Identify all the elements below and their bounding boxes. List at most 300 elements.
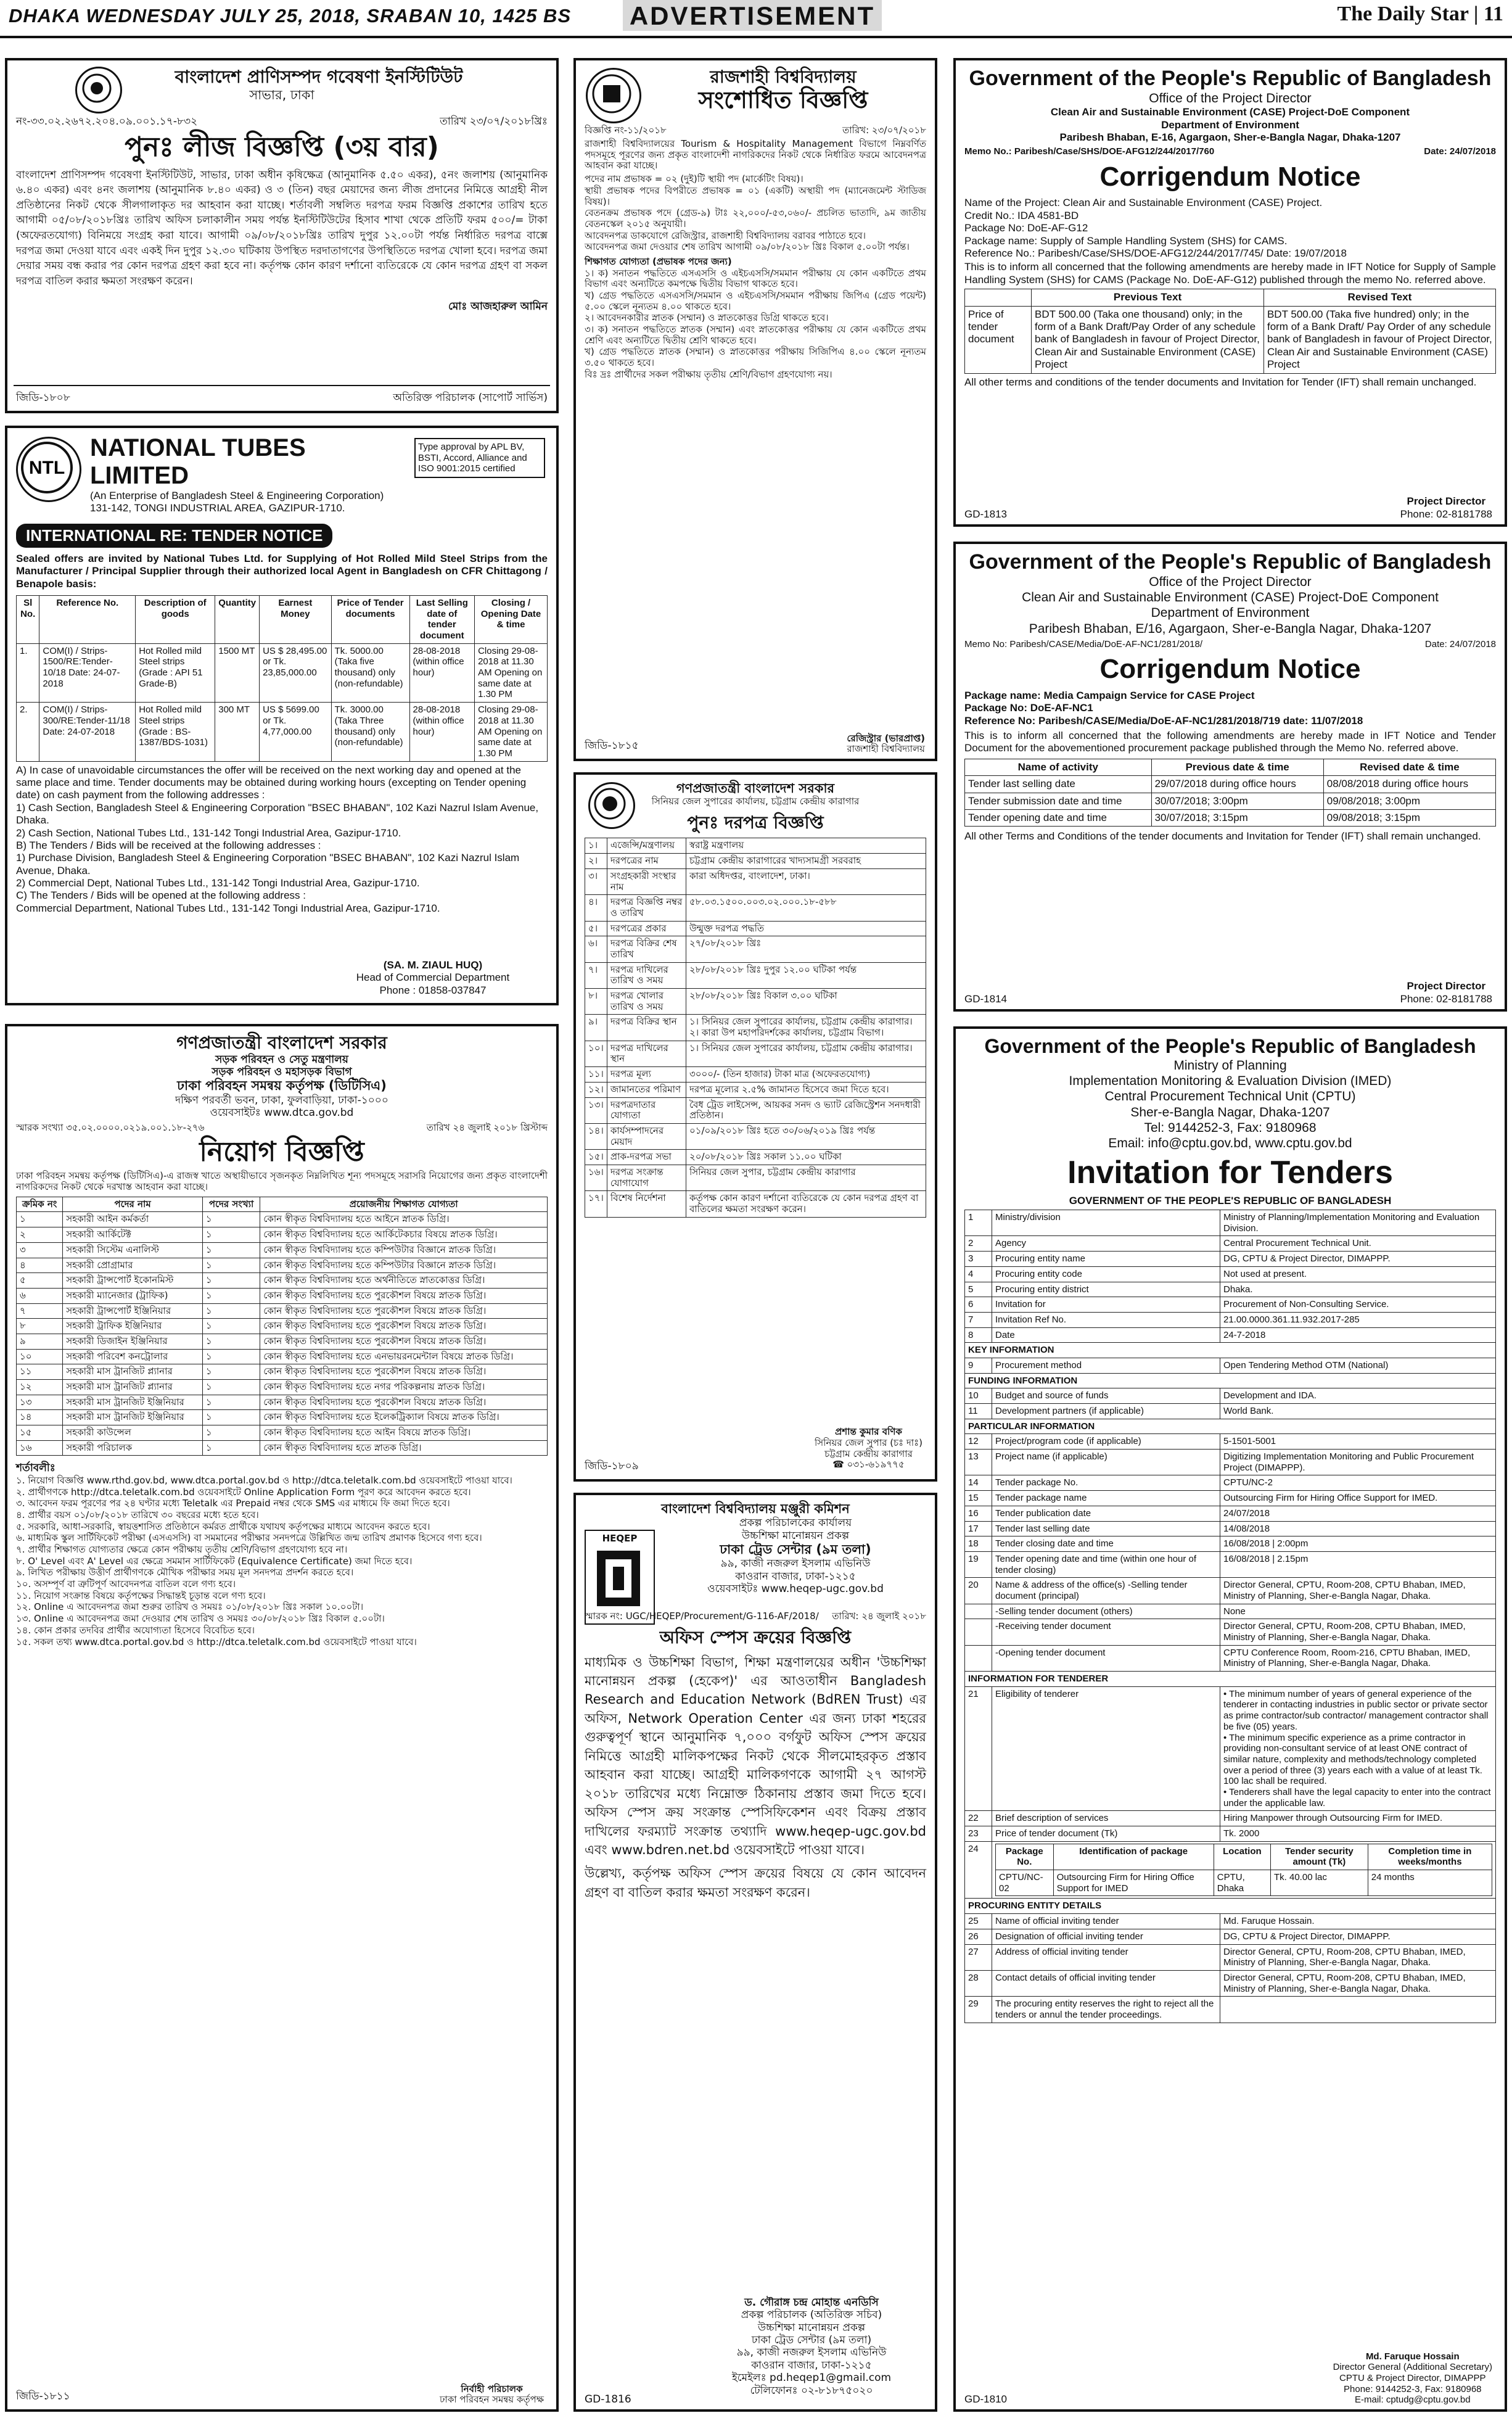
table-cell: সহকারী ট্রাফিক ইঞ্জিনিয়ার <box>63 1319 203 1334</box>
case1-date: Date: 24/07/2018 <box>1424 146 1496 157</box>
case2-col-header: Name of activity <box>965 759 1152 775</box>
table-cell: Procurement of Non-Consulting Service. <box>1220 1297 1496 1313</box>
table-cell: ৪। <box>585 895 607 921</box>
table-cell: দরপত্রের নাম <box>607 854 686 869</box>
table-cell: Procuring entity district <box>992 1282 1220 1297</box>
table-cell: উন্মুক্ত দরপত্র পদ্ধতি <box>686 921 926 936</box>
section-row <box>965 1373 1496 1388</box>
table-cell: সংগ্রহকারী সংস্থার নাম <box>607 868 686 894</box>
table-cell: Tk. 2000 <box>1220 1826 1496 1842</box>
table-cell <box>1220 1686 1496 1811</box>
ntl-addr: 131-142, TONGI INDUSTRIAL AREA, GAZIPUR-1710. <box>90 502 345 514</box>
ntl-table <box>16 595 548 762</box>
case2-title: Corrigendum Notice <box>1099 654 1361 685</box>
table-cell: কারা অধিদপ্তর, বাংলাদেশ, ঢাকা। <box>686 868 926 894</box>
table-row <box>965 1266 1496 1282</box>
eligibility-item: • The minimum specific experience as a prime contractor in providing non-consultant service of at least ONE contract of similar nature, complexity and methods/technology completed over a period of three (3) years each with a value of at least Tk. 100 lac shall be required. <box>1223 1732 1482 1787</box>
case2-office: Office of the Project Director <box>1149 575 1312 589</box>
table-cell: ৯ <box>17 1334 63 1349</box>
dtca-term: ১১. নিয়োগ সংক্রান্ত বিষয়ে কর্তৃপক্ষের সিদ্ধান্তই চূড়ান্ত বলে গণ্য হবে। <box>16 1590 266 1601</box>
table-cell: 300 MT <box>215 703 260 761</box>
table-cell: ১২ <box>17 1380 63 1395</box>
dtca-term: ৮. O' Level এবং A' Level এর ক্ষেত্রে সমমান সার্টিফিকেট (Equivalence Certificate) জমা দিতে হবে। <box>16 1555 413 1567</box>
table-cell: ৫। <box>585 921 607 936</box>
table-cell: 20 <box>965 1578 992 1604</box>
table-cell: Director General, CPTU, Room-208, CPTU Bhaban, IMED, Ministry of Planning, Sher-e-Bangla Nagar, Dhaka. <box>1220 1970 1496 1996</box>
table-cell: 22 <box>965 1811 992 1826</box>
table-cell: 4 <box>965 1266 992 1282</box>
case1-dept: Department of Environment <box>1161 118 1299 131</box>
section-heading: KEY INFORMATION <box>965 1343 1496 1358</box>
table-cell: CPTU/NC-02 <box>996 1870 1054 1896</box>
table-cell: 23 <box>965 1826 992 1842</box>
table-row <box>17 1288 548 1303</box>
case2-field: Package name: Media Campaign Service for CASE Project <box>964 689 1255 701</box>
table-cell: 24 months <box>1368 1870 1492 1896</box>
table-cell: -Opening tender document <box>992 1645 1220 1671</box>
table-cell: Outsourcing Firm for Hiring Office Support for IMED. <box>1220 1491 1496 1506</box>
table-cell: Tender opening date and time <box>965 809 1152 826</box>
ugc-date: তারিখ: ২৪ জুলাই ২০১৮ <box>832 1611 926 1622</box>
table-row <box>585 1041 926 1066</box>
dtca-term: ১২. Online এ আবেদনপত্র জমা শুরুর তারিখ ও সময়ঃ ০১/০৮/২০১৮ খ্রিঃ সকাল ১০.০০টা। <box>16 1601 364 1613</box>
table-cell: সহকারী পরিচালক <box>63 1440 203 1456</box>
table-cell: চট্টগ্রাম কেন্দ্রীয় কারাগারের খাদ্যসামগ্রী সরবরাহ <box>686 854 926 869</box>
dtca-term: ৭. প্রার্থীর শিক্ষাগত যোগ্যতার ক্ষেত্রে কোন পরীক্ষায় তৃতীয় শ্রেণি/বিভাগ গ্রহণযোগ্য হবে না। <box>16 1544 348 1555</box>
table-cell: Project name (if applicable) <box>992 1450 1220 1475</box>
jail-signer-title: সিনিয়র জেল সুপার (চঃ দাঃ) <box>814 1437 922 1448</box>
table-row <box>965 1506 1496 1521</box>
table-cell: সহকারী আর্কিটেক্ট <box>63 1227 203 1243</box>
table-row <box>585 1150 926 1165</box>
table-cell: ১ <box>202 1380 260 1395</box>
dtca-ministry: সড়ক পরিবহন ও সেতু মন্ত্রণালয় <box>215 1053 348 1066</box>
case2-memo: Memo No: Paribesh/CASE/Media/DoE-AF-NC1/281/2018/ <box>964 638 1203 650</box>
ntl-col-header: Reference No. <box>39 595 136 643</box>
blri-body: বাংলাদেশ প্রাণিসম্পদ গবেষণা ইনস্টিটিউট, সাভার, ঢাকা অধীন কৃষিক্ষেত্র (আনুমানিক ৫.৫০ একর), ৫নং জলাশয় (আনুমানিক ৬.৪০ একর) এবং ৪নং জলাশয় (আনুমানিক ৮.৪০ একর) ও ৩ (তিন) বছর মেয়াদের জন্য লীজ প্রদানের নিমিত্তে আগ্রহী নীল প্রতিষ্ঠানের নিকট থেকে সীলগালাকৃত দর আহবান করা যাচ্ছে। শর্তাবলী সম্বলিত দরপত্র ফরম বিজ্ঞপ্তি প্রকাশের তারিখ হতে আগামী ০৫/০৮/২০১৮খ্রিঃ তারিখ অফিস চলাকালীন সময় পর্যন্ত ইনস্টিটিউটের হিসাব শাখা থেকে প্রতিটি ফরম ৫০০/= টাকা (অফেরতযোগ্য) বিনিময়ে সংগ্রহ করা যাবে। আগামী ০৯/০৮/২০১৮খ্রিঃ তারিখ দুপুর ১২.০০টা পর্যন্ত নির্ধারিত দরপত্র বাক্সে দরপত্র জমা দেওয়া যাবে এবং একই দিন দুপুর ১২.৩০ ঘটিকায় উপস্থিত দরদাতাগণের উপস্থিতিতে দরপত্র খোলা হবে। দরপত্র জমা দেয়ার সময় বন্ধ করার পর কোন দরপত্র গ্রহণ করা হবে না। কর্তৃপক্ষ কোন কারণ দর্শানো ব্যতিরেকে যে কোন দরপত্র গ্রহণ বা সকল দরপত্র বাতিল করার ক্ষমতা সংরক্ষণ করেন। <box>16 168 548 288</box>
table-cell: Open Tendering Method OTM (National) <box>1220 1358 1496 1373</box>
table-cell: Outsourcing Firm for Hiring Office Support for IMED <box>1053 1870 1214 1896</box>
table-cell: কোন স্বীকৃত বিশ্ববিদ্যালয় হতে আইনে স্নাতক ডিগ্রি। <box>260 1212 548 1227</box>
table-cell: US $ 28,495.00 or Tk. 23,85,000.00 <box>260 643 332 702</box>
table-row <box>585 895 926 921</box>
jail-gd: জিডি-১৮০৯ <box>585 1460 639 1472</box>
ugc-web: ওয়েবসাইটঃ www.heqep-ugc.gov.bd <box>707 1582 884 1595</box>
ugc-org: বাংলাদেশ বিশ্ববিদ্যালয় মঞ্জুরী কমিশন <box>661 1501 850 1516</box>
ntl-col-header: Description of goods <box>136 595 215 643</box>
section-heading: INFORMATION FOR TENDERER <box>965 1672 1496 1687</box>
table-cell: দরপত্র খোলার তারিখ ও সময় <box>607 989 686 1015</box>
ru-qual-title: শিক্ষাগত যোগ্যতা (প্রভাষক পদের জন্য) <box>585 255 732 267</box>
ugc-s-addr1: ঢাকা ট্রেড সেন্টার (৯ম তলা) <box>751 2334 872 2347</box>
package-col-header: Location <box>1214 1844 1270 1870</box>
table-row <box>585 1191 926 1217</box>
table-row <box>965 1210 1496 1236</box>
table-cell: ১ <box>202 1349 260 1364</box>
table-cell: Tender package No. <box>992 1475 1220 1491</box>
case1-gd: GD-1813 <box>964 508 1007 520</box>
table-cell: 24/07/2018 <box>1220 1506 1496 1521</box>
ru-qual: ১। ক) সনাতন পদ্ধতিতে এসএসসি ও এইচএসসি/সমমান পরীক্ষায় যে কোন একটিতে প্রথম বিভাগ এবং অন্যটিতে কমপক্ষে দ্বিতীয় বিভাগ থাকতে হবে। <box>585 267 926 290</box>
table-cell: ১। <box>585 838 607 854</box>
ntl-notes <box>16 764 548 915</box>
case2-gd: GD-1814 <box>964 993 1007 1005</box>
dtca-intro: ঢাকা পরিবহন সমন্বয় কর্তৃপক্ষ (ডিটিসিএ)-এ রাজস্ব খাতে অস্থায়ীভাবে সৃজনকৃত নিম্নলিখিত শূন্য পদসমূহে সরাসরি নিয়োগের জন্য প্রকৃত বাংলাদেশী নাগরিকদের নিকট থেকে দরখাস্ত আহবান করা যাচ্ছে। <box>16 1170 548 1193</box>
table-row <box>585 1082 926 1097</box>
table-cell: 14 <box>965 1475 992 1491</box>
table-cell: 16 <box>965 1506 992 1521</box>
table-cell: সিনিয়র জেল সুপার, চট্টগ্রাম কেন্দ্রীয় কারাগার <box>686 1165 926 1190</box>
table-cell: Price of tender document (Tk) <box>992 1826 1220 1842</box>
case2-table <box>964 759 1496 827</box>
ugc-memo: স্মারক নং: UGC/HEQEP/Procurement/G-116-AF/2018/ <box>585 1611 819 1622</box>
table-cell: সহকারী মাস ট্রানজিট প্ল্যানার <box>63 1380 203 1395</box>
ru-signer: রেজিস্ট্রার (ভারপ্রাপ্ত) <box>847 732 925 744</box>
table-cell: 27 <box>965 1944 992 1970</box>
table-cell: Tk. 3000.00 (Taka Three thousand) only (non-refundable) <box>331 703 409 761</box>
jail-phone: ☎ ০৩১-৬১৯৭৭৫ <box>832 1459 905 1470</box>
table-cell: Eligibility of tenderer <box>992 1686 1220 1811</box>
table-cell: কার্যসম্পাদনের মেয়াদ <box>607 1123 686 1149</box>
table-row <box>965 1388 1496 1404</box>
table-row <box>585 1123 926 1149</box>
dtca-term: ১৫. সকল তথ্য www.dtca.portal.gov.bd ও http://dtca.teletalk.com.bd ওয়েবসাইটে পাওয়া যাবে। <box>16 1636 417 1648</box>
imed-email2: E-mail: cptudg@cptu.gov.bd <box>1355 2394 1471 2406</box>
case2-field: Reference No: Paribesh/CASE/Media/DoE-AF-NC1/281/2018/719 date: 11/07/2018 <box>964 714 1363 727</box>
table-cell: দরপত্র মূল্যের ২.৫% জামানত হিসেবে জমা দিতে হবে। <box>686 1082 926 1097</box>
table-cell: সহকারী মাস ট্রানজিট ইঞ্জিনিয়ার <box>63 1410 203 1425</box>
ntl-sub: (An Enterprise of Bangladesh Steel & Engineering Corporation) <box>90 490 384 501</box>
ntl-note: 2) Cash Section, National Tubes Ltd., 131-142 Tongi Industrial Area, Gazipur-1710. <box>16 827 401 839</box>
jail-title: পুনঃ দরপত্র বিজ্ঞপ্তি <box>687 812 824 833</box>
table-cell: সহকারী ডিজাইন ইঞ্জিনিয়ার <box>63 1334 203 1349</box>
ru-post: স্থায়ী প্রভাষক পদের বিপরীতে প্রভাষক = ০১ (একটি) অস্থায়ী পদ (ম্যানেজমেন্ট স্টাডিজ বিষয়)। <box>585 184 926 207</box>
case2-footer: All other Terms and Conditions of the tender documents and Invitation for Tender (IFT) shall remain unchanged. <box>964 830 1481 843</box>
table-cell: সহকারী ট্রান্সপোর্ট ইঞ্জিনিয়ার <box>63 1303 203 1319</box>
table-cell: 1 <box>965 1210 992 1236</box>
table-cell: ২৮/০৮/২০১৮ খ্রিঃ দুপুর ১২.০০ ঘটিকা পর্যন্ত <box>686 962 926 988</box>
table-cell: ৮। <box>585 989 607 1015</box>
ru-qual: খ) গ্রেড পদ্ধতিতে এসএসসি/সমমান ও এইচএসসি/সমমান পরীক্ষায় জিপিএ (গ্রেড পয়েন্ট) ৫.০০ স্কেলে নূন্যতম ৪.০০ থাকতে হবে। <box>585 290 926 312</box>
dtca-term: ৫. সরকারি, আধা-সরকারি, স্বায়ত্তশাসিত প্রতিষ্ঠানে কর্মরত প্রার্থীকে যথাযথ কর্তৃপক্ষের মাধ্যমে আবেদন করতে হবে। <box>16 1520 430 1532</box>
table-row <box>965 1929 1496 1944</box>
table-row <box>585 921 926 936</box>
section-row <box>965 1672 1496 1687</box>
ad-blri-lease <box>5 58 559 413</box>
ntl-note: 1) Purchase Division, Bangladesh Steel & Engineering Corporation "BSEC BHABAN", 102 Kazi Nazrul Islam Avenue, Dhaka. <box>16 852 520 876</box>
dtca-col-header: প্রয়োজনীয় শিক্ষাগত যোগ্যতা <box>260 1197 548 1212</box>
case1-field: Reference No.: Paribesh/Case/SHS/DOE-AFG12/244/2017/745/ Date: 19/07/2018 <box>964 247 1347 259</box>
table-cell: 13 <box>965 1450 992 1475</box>
table-cell: 09/08/2018; 3:15pm <box>1323 809 1495 826</box>
ntl-note: A) In case of unavoidable circumstances the offer will be received on the next working day and opened at the same place and time. Tender documents may be obtained during working hours (excepting on Tender opening date) on cash payment from the following addresses : <box>16 764 527 801</box>
table-cell: 28-08-2018 (within office hour) <box>409 703 475 761</box>
table-cell: 08/08/2018 during office hours <box>1323 776 1495 793</box>
table-cell: 28 <box>965 1970 992 1996</box>
table-cell: ১৬ <box>17 1440 63 1456</box>
table-cell: ৬ <box>17 1288 63 1303</box>
table-row <box>965 1970 1496 1996</box>
ad-national-tubes <box>5 426 559 1005</box>
table-cell: Price of tender document <box>965 306 1032 373</box>
ntl-note: B) The Tenders / Bids will be received at the following addresses : <box>16 839 321 851</box>
table-row <box>17 1319 548 1334</box>
table-cell: Director General, CPTU, Room-208, CPTU Bhaban, IMED, Ministry of Planning, Sher-e-Bangla Nagar, Dhaka. <box>1220 1578 1496 1604</box>
table-cell: ১৪ <box>17 1410 63 1425</box>
case1-field: Package No: DoE-AF-G12 <box>964 222 1088 234</box>
table-cell: 18 <box>965 1536 992 1552</box>
ntl-signer: (SA. M. ZIAUL HUQ) <box>383 959 483 971</box>
table-cell: Tender closing date and time <box>992 1536 1220 1552</box>
table-cell: সহকারী মাস ট্রানজিট প্ল্যানার <box>63 1364 203 1380</box>
case2-body: This is to inform all concerned that the following amendments are hereby made in IFT Notice and Tender Document for the abovementioned procurement package published through the Memo No. referred above. <box>964 730 1496 754</box>
table-cell: ৩ <box>17 1242 63 1258</box>
ntl-logo-icon <box>16 437 81 502</box>
table-cell: Central Procurement Technical Unit. <box>1220 1236 1496 1252</box>
case2-dept: Department of Environment <box>1151 606 1310 621</box>
table-cell <box>1220 1997 1496 2023</box>
table-cell: Budget and source of funds <box>992 1388 1220 1404</box>
ugc-addr1: ৯৯, কাজী নজরুল ইসলাম এভিনিউ <box>720 1557 871 1570</box>
table-cell: 9 <box>965 1358 992 1373</box>
case2-date: Date: 24/07/2018 <box>1424 638 1496 650</box>
dtca-signer: নির্বাহী পরিচালক <box>461 2383 523 2394</box>
table-cell: কোন স্বীকৃত বিশ্ববিদ্যালয় হতে পুরকৌশল বিষয়ে স্নাতক ডিগ্রি। <box>260 1395 548 1410</box>
dtca-division: সড়ক পরিবহন ও মহাসড়ক বিভাগ <box>212 1065 352 1078</box>
table-row <box>965 1826 1496 1842</box>
ad-jail-retender <box>573 772 937 1482</box>
table-row <box>965 1282 1496 1297</box>
table-cell: ৮ <box>17 1319 63 1334</box>
dtca-term: ১. নিয়োগ বিজ্ঞপ্তি www.rthd.gov.bd, www.dtca.portal.gov.bd ও http://dtca.teletalk.com.bd ওয়েবসাইটে পাওয়া যাবে। <box>16 1474 512 1486</box>
package-col-header: Package No. <box>996 1844 1054 1870</box>
case1-table <box>964 289 1496 373</box>
ru-qual: ৩। ক) সনাতন পদ্ধতিতে স্নাতক (সম্মান) এবং স্নাতকোত্তর পরীক্ষায় যে কোন একটিতে প্রথম শ্রেণি এবং অন্যটিতে দ্বিতীয় শ্রেণি থাকতে হবে। <box>585 324 926 346</box>
table-cell: Director General, CPTU, Room-208, CPTU Bhaban, IMED, Ministry of Planning, Sher-e-Bangla Nagar, Dhaka. <box>1220 1619 1496 1645</box>
heqep-logo-icon <box>585 1530 655 1625</box>
section-row <box>965 1343 1496 1358</box>
table-cell: দরপত্র দাখিলের তারিখ ও সময় <box>607 962 686 988</box>
table-cell: Tender publication date <box>992 1506 1220 1521</box>
table-cell: 17 <box>965 1521 992 1536</box>
case2-phone: Phone: 02-8181788 <box>1400 992 1492 1005</box>
section-label: ADVERTISEMENT <box>623 0 882 31</box>
imed-signer-title: Director General (Additional Secretary) <box>1333 2362 1492 2373</box>
table-cell: কোন স্বীকৃত বিশ্ববিদ্যালয় হতে কম্পিউটার বিজ্ঞানে স্নাতক ডিগ্রি। <box>260 1242 548 1258</box>
table-cell: দরপত্রের প্রকার <box>607 921 686 936</box>
table-cell: 09/08/2018; 3:00pm <box>1323 793 1495 809</box>
table-row <box>17 1227 548 1243</box>
table-cell <box>965 1645 992 1671</box>
imed-signer: Md. Faruque Hossain <box>1365 2351 1460 2362</box>
ugc-signer-title: প্রকল্প পরিচালক (অতিরিক্ত সচিব) <box>741 2309 882 2322</box>
imed-tel: Tel: 9144252-3, Fax: 9180968 <box>1144 1120 1317 1135</box>
table-cell: ১০ <box>17 1349 63 1364</box>
imed-email: Email: info@cptu.gov.bd, www.cptu.gov.bd <box>1108 1136 1352 1150</box>
table-cell: 16/08/2018 | 2.15pm <box>1220 1551 1496 1577</box>
table-cell: Md. Faruque Hossain. <box>1220 1914 1496 1929</box>
ru-memo: বিজ্ঞপ্তি নং-১১/২০১৮ <box>585 125 667 136</box>
case1-fields <box>964 197 1496 260</box>
ru-post: আবেদনপত্র জমা দেওয়ার শেষ তারিখ আগামী ০৯/০৮/২০১৮ খ্রিঃ বিকাল ৫.০০টা পর্যন্ত। <box>585 241 910 253</box>
dtca-term: ৬. মাধ্যমিক স্কুল সার্টিফিকেট পরীক্ষা (এসএসসি) বা সমমানের পরীক্ষার সনদপত্রে উল্লিখিত জন্ম তারিখ প্রমাণক হিসেবে গণ্য হবে। <box>16 1532 482 1544</box>
table-cell: সহকারী মাস ট্রানজিট ইঞ্জিনিয়ার <box>63 1395 203 1410</box>
table-row <box>17 643 548 702</box>
table-cell: 2. <box>17 703 39 761</box>
table-cell: ১ <box>202 1410 260 1425</box>
table-cell: ২। <box>585 854 607 869</box>
ad-rajshahi-university <box>573 58 937 761</box>
table-cell: কোন স্বীকৃত বিশ্ববিদ্যালয় হতে পুরকৌশল বিষয়ে স্নাতক ডিগ্রি। <box>260 1288 548 1303</box>
table-cell: Tender submission date and time <box>965 793 1152 809</box>
blri-signer-title: অতিরিক্ত পরিচালক (সাপোর্ট সার্ভিস) <box>393 392 548 404</box>
case1-office: Office of the Project Director <box>1149 91 1312 105</box>
blri-org: বাংলাদেশ প্রাণিসম্পদ গবেষণা ইনস্টিটিউট <box>175 67 463 87</box>
table-cell: 1. <box>17 643 39 702</box>
table-row <box>965 1536 1496 1552</box>
table-cell: 25 <box>965 1914 992 1929</box>
table-cell: 29 <box>965 1997 992 2023</box>
table-cell: Project/program code (if applicable) <box>992 1434 1220 1450</box>
imed-phone: Phone: 9144252-3, Fax: 9180968 <box>1344 2383 1482 2394</box>
table-cell: 8 <box>965 1327 992 1343</box>
package-col-header: Tender security amount (Tk) <box>1271 1844 1368 1870</box>
table-cell: ১ <box>202 1334 260 1349</box>
table-cell: 30/07/2018; 3:15pm <box>1151 809 1323 826</box>
table-row <box>965 1252 1496 1267</box>
ntl-col-header: Closing / Opening Date & time <box>475 595 548 643</box>
dtca-term: ৪. প্রার্থীর বয়স ০১/০৮/২০১৮ তারিখে ৩০ বছরের মধ্যে হতে হবে। <box>16 1509 259 1520</box>
table-cell: ১ <box>17 1212 63 1227</box>
page-header <box>0 0 1512 38</box>
dtca-col-header: পদের নাম <box>63 1197 203 1212</box>
table-cell: Invitation for <box>992 1297 1220 1313</box>
table-cell: ১৫। <box>585 1150 607 1165</box>
imed-table <box>964 1210 1496 2023</box>
table-cell: Closing 29-08-2018 at 11.30 AM Opening on same date at 1.30 PM <box>475 703 548 761</box>
table-cell: 21.00.0000.361.11.932.2017-285 <box>1220 1312 1496 1327</box>
imed-title: Invitation for Tenders <box>1067 1155 1393 1191</box>
table-cell: ১ <box>202 1395 260 1410</box>
table-cell: Ministry of Planning/Implementation Monitoring and Evaluation Division. <box>1220 1210 1496 1236</box>
dtca-term: ৯. লিখিত পরীক্ষায় উত্তীর্ণ প্রার্থীগণকে মৌখিক পরীক্ষার সময় মূল সনদপত্র প্রদর্শন করতে হবে। <box>16 1567 354 1578</box>
table-cell: Dhaka. <box>1220 1282 1496 1297</box>
dtca-term: ১০. অসম্পূর্ণ বা ত্রুটিপূর্ণ আবেদনপত্র বাতিল বলে গণ্য হবে। <box>16 1578 236 1590</box>
jail-gov: গণপ্রজাতন্ত্রী বাংলাদেশ সরকার <box>676 781 835 796</box>
table-cell: ১ <box>202 1273 260 1289</box>
table-row <box>17 1303 548 1319</box>
table-cell: 28-08-2018 (within office hour) <box>409 643 475 702</box>
table-cell: None <box>1220 1604 1496 1619</box>
table-row <box>996 1844 1492 1870</box>
dtca-signer-org: ঢাকা পরিবহন সমন্বয় কর্তৃপক্ষ <box>439 2394 544 2406</box>
table-row <box>17 1334 548 1349</box>
table-cell: সহকারী প্রোগ্রামার <box>63 1258 203 1273</box>
blri-date: তারিখ ২৩/০৭/২০১৮খ্রিঃ <box>440 115 548 128</box>
jail-emblem-icon <box>588 782 635 829</box>
package-col-header: Identification of package <box>1053 1844 1214 1870</box>
ugc-signer: ড. গৌরাঙ্গ চন্দ্র মোহান্ত এনডিসি <box>744 2296 879 2309</box>
table-cell: ১ <box>202 1258 260 1273</box>
dtca-addr: দক্ষিণ পরবর্তী ভবন, ঢাকা, ফুলবাড়িয়া, ঢাকা-১০০০ <box>175 1094 388 1107</box>
dtca-terms <box>16 1475 548 1648</box>
table-row <box>17 1380 548 1395</box>
case1-addr: Paribesh Bhaban, E-16, Agargaon, Sher-e-Bangla Nagar, Dhaka-1207 <box>1059 131 1401 143</box>
table-row <box>17 1242 548 1258</box>
table-row <box>17 1273 548 1289</box>
table-cell: ৫ <box>17 1273 63 1289</box>
table-cell: ১৩ <box>17 1395 63 1410</box>
ru-date: তারিখ: ২৩/০৭/২০১৮ <box>842 125 926 136</box>
table-cell: Digitizing Implementation Monitoring and Public Procurement Project (DIMAPPP). <box>1220 1450 1496 1475</box>
table-cell: ৬। <box>585 936 607 962</box>
table-cell: BDT 500.00 (Taka five hundred) only; in the form of a Bank Draft/ Pay Order of any schedule bank of Bangladesh in favour of Project Director, Clean Air and Sustainable Environment (CASE) Project <box>1263 306 1495 373</box>
ad-case-corrigendum-shs <box>953 58 1507 527</box>
table-row <box>965 306 1496 373</box>
table-row <box>17 1212 548 1227</box>
ru-body: রাজশাহী বিশ্ববিদ্যালয়ের Tourism & Hospitality Management বিভাগে নিম্নবর্ণিত পদসমূহে পূরণের জন্য প্রকৃত বাংলাদেশী নাগরিকদের নিকট থেকে নির্ধারিত ফরমে আবেদনপত্র আহবান করা যাচ্ছে। <box>585 138 926 171</box>
table-cell: 11 <box>965 1404 992 1419</box>
table-cell: The procuring entity reserves the right to reject all the tenders or annul the tender proceedings. <box>992 1997 1220 2023</box>
table-cell: Procuring entity code <box>992 1266 1220 1282</box>
ntl-note: 2) Commercial Dept, National Tubes Ltd., 131-142 Tongi Industrial Area, Gazipur-1710. <box>16 877 420 889</box>
ntl-note: C) The Tenders / Bids will be opened at the following address : <box>16 889 306 902</box>
table-cell: 21 <box>965 1686 992 1811</box>
case1-footer: All other terms and conditions of the tender documents and Invitation for Tender (IFT) shall remain unchanged. <box>964 376 1477 388</box>
section-heading: PROCURING ENTITY DETAILS <box>965 1899 1496 1914</box>
eligibility-item: • Tenderers shall have the legal capacity to enter into the contract under the applicable law. <box>1223 1786 1491 1809</box>
heqep-logo-text: HEQEP <box>602 1533 638 1544</box>
dtca-col-header: পদের সংখ্যা <box>202 1197 260 1212</box>
table-cell: Tender last selling date <box>965 776 1152 793</box>
imed-ministry: Ministry of Planning <box>1173 1058 1287 1073</box>
table-cell: ৩০০০/- (তিন হাজার) টাকা মাত্র (অফেরতযোগ্য) <box>686 1067 926 1083</box>
table-cell: US $ 5699.00 or Tk. 4,77,000.00 <box>260 703 332 761</box>
table-cell: COM(I) / Strips-300/RE:Tender-11/18 Date: 24-07-2018 <box>39 703 136 761</box>
ru-gd: জিডি-১৮১৫ <box>585 740 639 752</box>
table-row <box>965 1997 1496 2023</box>
table-cell: ৪ <box>17 1258 63 1273</box>
case1-body: This is to inform all concerned that the following amendments are hereby made in IFT Notice for Supply of Sample Handling System (SHS) for CAMS (Package No. DoE-AF-G12) published through the memo No. referred above. <box>964 261 1496 286</box>
table-row <box>17 1425 548 1441</box>
case2-signer: Project Director <box>1407 980 1486 992</box>
table-cell: কোন স্বীকৃত বিশ্ববিদ্যালয় হতে আর্কিটেকচার বিষয়ে স্নাতক ডিগ্রি। <box>260 1227 548 1243</box>
table-cell: এজেন্সি/মন্ত্রণালয় <box>607 838 686 854</box>
table-cell: ১১ <box>17 1364 63 1380</box>
table-row <box>965 1450 1496 1475</box>
table-cell: দরপত্র বিক্রির শেষ তারিখ <box>607 936 686 962</box>
ntl-col-header: Price of Tender documents <box>331 595 409 643</box>
table-cell: ১৪। <box>585 1123 607 1149</box>
table-cell: Hot Rolled mild Steel strips (Grade : BS-1387/BDS-1031) <box>136 703 215 761</box>
ntl-note: 1) Cash Section, Bangladesh Steel & Engineering Corporation "BSEC BHABAN", 102 Kazi Nazrul Islam Avenue, Dhaka. <box>16 801 539 827</box>
table-row <box>965 1358 1496 1373</box>
table-cell: ১০। <box>585 1041 607 1066</box>
table-cell: ১ <box>202 1212 260 1227</box>
table-cell: দরপত্রদাতার যোগ্যতা <box>607 1097 686 1123</box>
ru-signer-org: রাজশাহী বিশ্ববিদ্যালয় <box>847 743 925 755</box>
ugc-body: মাধ্যমিক ও উচ্চশিক্ষা বিভাগ, শিক্ষা মন্ত্রণালয়ের অধীন 'উচ্চশিক্ষা মানোন্নয়ন প্রকল্প (হেকেপ)' এর আওতাধীন Bangladesh Research and Education Network (BdREN Trust) এর অফিস, Network Operation Center এর জন্য ঢাকা শহরের গুরুত্বপূর্ণ স্থানে আনুমানিক ৭,০০০ বর্গফুট অফিস স্পেস ক্রয়ের নিমিত্তে আগ্রহী মালিকপক্ষের নিকট থেকে সীলমোহরকৃত প্রস্তাব আহবান করা যাচ্ছে। আগ্রহী মালিকগণকে আগামী ২৭ আগস্ট ২০১৮ তারিখের মধ্যে নিম্নোক্ত ঠিকানায় প্রস্তাব জমা দিতে হবে। অফিস স্পেস ক্রয় সংক্রান্ত স্পেসিফিকেশন এবং বিক্রয় প্রস্তাব দাখিলের ফরম্যাট সংক্রান্ত তথ্যাদি www.heqep-ugc.gov.bd এবং www.bdren.net.bd ওয়েবসাইটে পাওয়া যাবে। <box>585 1654 926 1857</box>
table-cell: 2 <box>965 1236 992 1252</box>
table-cell: দরপত্র বিক্রির স্থান <box>607 1015 686 1041</box>
table-row <box>965 793 1496 809</box>
table-cell: সহকারী কাউন্সেল <box>63 1425 203 1441</box>
table-cell: কোন স্বীকৃত বিশ্ববিদ্যালয় হতে অর্থনীতিতে স্নাতকোত্তর ডিগ্রি। <box>260 1273 548 1289</box>
section-heading: FUNDING INFORMATION <box>965 1373 1496 1388</box>
ntl-approved: Type approval by APL BV, BSTI, Accord, Alliance and ISO 9001:2015 certified <box>414 438 545 478</box>
table-row <box>585 1015 926 1041</box>
ntl-col-header: Last Selling date of tender document <box>409 595 475 643</box>
